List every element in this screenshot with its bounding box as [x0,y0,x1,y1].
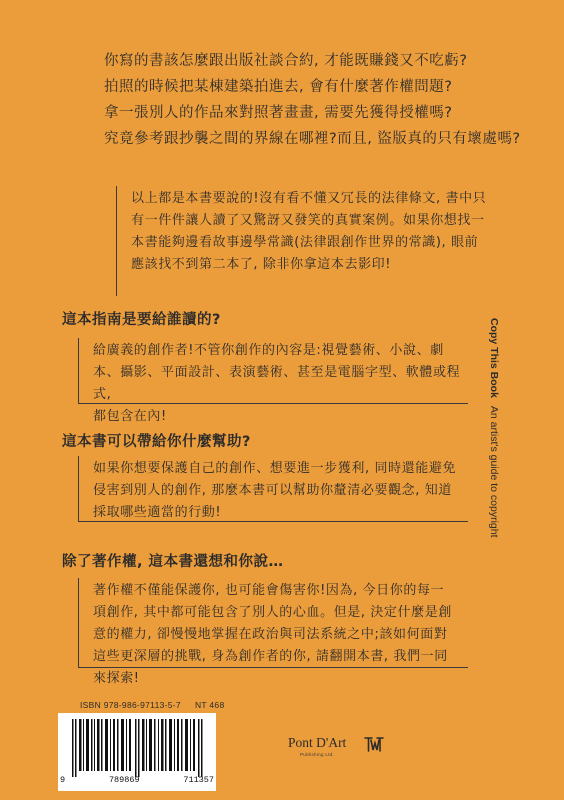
spine-title [488,318,500,578]
spine-book-title: Copy This Book [488,318,500,398]
section-heading-audience: 這本指南是要給誰讀的? [62,312,221,328]
section-line: 來探索! [93,671,140,686]
section-line: 本、攝影、平面設計、表演藝術、甚至是電腦字型、軟體或程式, [93,365,461,402]
summary-line: 以上都是本書要說的!沒有看不懂又冗長的法律條文, 書中只 [131,191,487,206]
publisher-sub: Publishing Ltd. [300,752,335,757]
intro-questions [104,48,524,152]
price: NT 468 [194,700,225,710]
section-line: 採取哪些適當的行動! [93,505,222,520]
intro-line: 你寫的書該怎麼跟出版社談合約, 才能既賺錢又不吃虧? [104,53,468,69]
section-heading-beyond: 除了著作權, 這本書還想和你說… [62,554,284,570]
section-box-beyond [78,578,468,686]
barcode-bars [70,719,210,777]
barcode-digit-group: 9 [60,775,66,785]
barcode-digits [60,775,214,785]
summary-box [116,186,524,296]
section-line: 著作權不僅能保護你, 也可能會傷害你!因為, 今日你的每一 [93,583,445,598]
section-box-audience [78,338,468,424]
spine-subtitle: An artist's guide to copyright [488,405,500,538]
summary-line: 本書能夠邊看故事邊學常識(法律跟創作世界的常識), 眼前 [131,235,479,250]
isbn-line [80,700,224,710]
section-line: 項創作, 其中都可能包含了別人的心血。但是, 決定什麼是創 [93,605,452,620]
section-heading-benefit: 這本書可以帶給你什麼幫助? [62,434,251,450]
section-line: 都包含在內! [93,409,167,424]
section-line: 意的權力, 卻慢慢地掌握在政治與司法系統之中;該如何面對 [93,627,448,642]
isbn-number: ISBN 978-986-97113-5-7 [80,700,181,710]
barcode [58,713,216,791]
section-line: 給廣義的創作者!不管你創作的內容是:視覺藝術、小說、劇 [93,343,444,358]
section-line: 如果你想要保護自己的創作、想要進一步獲利, 同時還能避免 [93,461,457,476]
intro-line: 究竟參考跟抄襲之間的界線在哪裡?而且, 盜版真的只有壞處嗎? [104,131,521,147]
publisher-name: Pont D'Art [288,735,347,750]
section-line: 這些更深層的挑戰, 身為創作者的你, 請翻開本書, 我們一同 [93,649,448,664]
summary-line: 應該找不到第二本了, 除非你拿這本去影印! [131,257,392,272]
section-box-benefit [78,456,468,522]
barcode-digit-group: 789869 [108,775,140,785]
barcode-digit-group: 711357 [183,775,214,785]
intro-line: 拍照的時候把某棟建築拍進去, 會有什麼著作權問題? [104,79,453,95]
twt-logo-icon [364,734,384,754]
summary-line: 有一件件讓人讀了又驚訝又發笑的真實案例。如果你想找一 [131,213,485,228]
intro-line: 拿一張別人的作品來對照著畫畫, 需要先獲得授權嗎? [104,105,453,121]
section-line: 侵害到別人的創作, 那麼本書可以幫助你釐清必要觀念, 知道 [93,483,452,498]
